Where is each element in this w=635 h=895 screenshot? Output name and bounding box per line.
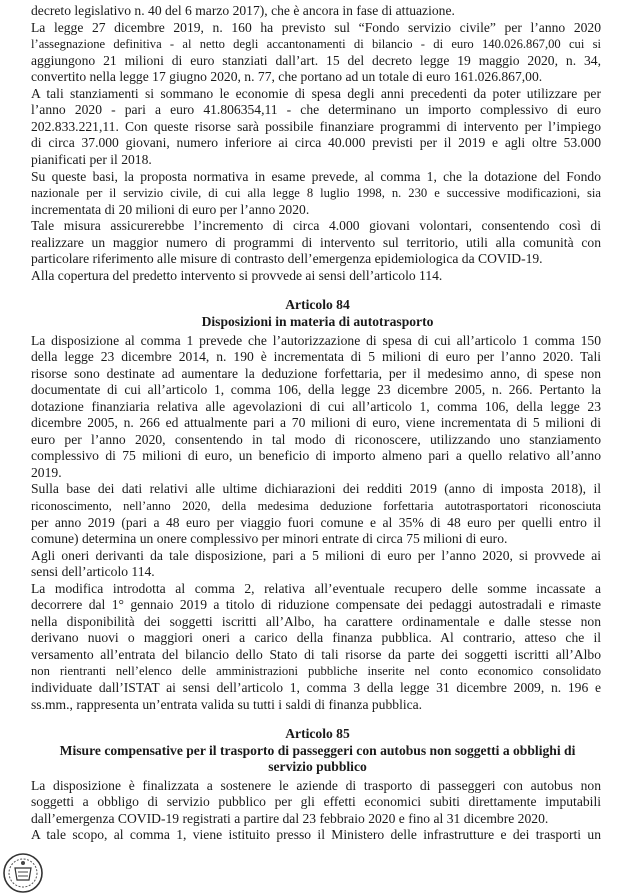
- paragraph-line: riconoscimento, nell’anno 2020, della medesima deduzione forfettaria autotrasportatori riconosciuta: [31, 499, 601, 513]
- paragraph-line: soggetti a obbligo di servizio pubblico per gli effetti economici subiti direttamente imputabili: [31, 794, 601, 810]
- official-stamp-icon: [2, 852, 44, 894]
- paragraph-line: l’anno 2020 - pari a euro 41.806354,11 - che determinano un importo complessivo di euro: [31, 102, 601, 118]
- paragraph-line: della legge 23 dicembre 2014, n. 190 è incrementata di 5 milioni di euro per l’anno 2020. Tali: [31, 349, 601, 364]
- paragraph-line: per anno 2019 (pari a 48 euro per viaggio fuori comune e al 35% di 48 euro per quelli entro il: [31, 514, 601, 530]
- section-heading: Disposizioni in materia di autotrasporto: [201, 313, 434, 329]
- paragraph-line: complessivo di 75 milioni di euro, un beneficio di importo almeno pari a quello relativo all’anno: [31, 448, 601, 464]
- paragraph-line: decreto legislativo n. 40 del 6 marzo 2017), che è ancora in fase di attuazione.: [31, 3, 455, 18]
- paragraph-line: incrementata di 20 milioni di euro per l’anno 2020.: [31, 201, 310, 217]
- paragraph-line: individuate dall’ISTAT ai sensi dell’articolo 1, comma 3 della legge 31 dicembre 2009, n. 196 e: [31, 680, 601, 695]
- paragraph-line: ss.mm., rappresenta un’entrata valida su tutti i saldi di finanza pubblica.: [31, 696, 423, 712]
- paragraph-line: documentate di cui all’articolo 1, comma 106, della legge 23 dicembre 2005, n. 266. Pertanto la: [31, 382, 601, 398]
- section-heading: Articolo 85: [285, 726, 350, 742]
- paragraph-line: nazionale per il servizio civile, di cui alla legge 8 luglio 1998, n. 230 e successive modificazioni, sia: [31, 186, 601, 201]
- section-heading: Articolo 84: [285, 297, 350, 313]
- paragraph-line: di circa 37.000 giovani, numero inferiore ai circa 40.000 previsti per il 2019 e agli oltre 53.000: [31, 135, 601, 151]
- section-heading: Misure compensative per il trasporto di passeggeri con autobus non soggetti a obblighi di: [59, 742, 576, 758]
- paragraph-line: La disposizione al comma 1 prevede che l’autorizzazione di spesa di cui all’articolo 1 comma 150: [31, 332, 601, 348]
- paragraph-line: dall’emergenza COVID-19 registrati a partire dal 23 febbraio 2020 e fino al 31 dicembre 2020.: [31, 810, 549, 826]
- paragraph-line: aggiungono 21 milioni di euro stanziati dall’art. 15 del decreto legge 19 maggio 2020, n. 34,: [31, 52, 601, 68]
- paragraph-line: pianificati per il 2018.: [31, 152, 152, 167]
- section-heading: servizio pubblico: [268, 759, 367, 775]
- paragraph-line: risorse sono destinate ad aumentare la deduzione forfettaria, per il medesimo anno, di spese non: [31, 365, 601, 381]
- paragraph-line: A tali stanziamenti si sommano le economie di spesa degli anni precedenti da poter utilizzare per: [31, 85, 601, 101]
- paragraph-line: Alla copertura del predetto intervento si provvede ai sensi dell’articolo 114.: [31, 267, 443, 283]
- paragraph-line: Tale misura assicurerebbe l’incremento di circa 4.000 giovani volontari, consentendo così di: [31, 218, 601, 234]
- paragraph-line: dicembre 2005, n. 266 ed attualmente pari a 70 milioni di euro, viene incrementata di 5 milioni di: [31, 415, 601, 431]
- paragraph-line: A tale scopo, al comma 1, viene istituito presso il Ministero delle infrastrutture e dei trasporti un: [31, 827, 601, 843]
- paragraph-line: particolare riferimento alle misure di contrasto dell’emergenza epidemiologica da COVID-19.: [31, 251, 543, 267]
- paragraph-line: Su queste basi, la proposta normativa in esame prevede, al comma 1, che la dotazione del Fondo: [31, 168, 601, 184]
- paragraph-line: Sulla base dei dati relativi alle ultime dichiarazioni dei redditi 2019 (anno di imposta 2018), il: [31, 481, 601, 497]
- paragraph-line: l’assegnazione definitiva - al netto degli accantonamenti di bilancio - di euro 140.026.867,00 cui si: [31, 37, 601, 52]
- paragraph-line: Agli oneri derivanti da tale disposizione, pari a 5 milioni di euro per l’anno 2020, si provvede ai: [31, 547, 601, 563]
- paragraph-line: dotazione finanziaria relativa alle agevolazioni di cui all’articolo 1, comma 106, della legge 23: [31, 398, 601, 414]
- paragraph-line: La legge 27 dicembre 2019, n. 160 ha previsto sul “Fondo servizio civile” per l’anno 2020: [31, 19, 601, 35]
- paragraph-line: 202.833.221,11. Con queste risorse sarà possibile finanziare programmi di intervento per l’impiego: [31, 118, 601, 134]
- paragraph-line: non rientranti nell’elenco delle amministrazioni pubbliche inserite nel conto economico consolidato: [31, 664, 601, 679]
- paragraph-line: sensi dell’articolo 114.: [31, 564, 155, 580]
- paragraph-line: decorrere dal 1° gennaio 2019 a titolo di riduzione compensate dei pedaggi autostradali e rimaste: [31, 597, 601, 613]
- paragraph-line: realizzare un maggior numero di programmi di intervento sul territorio, utili alla comunità con: [31, 234, 601, 250]
- paragraph-line: La disposizione è finalizzata a sostenere le aziende di trasporto di passeggeri con autobus non: [31, 777, 601, 793]
- paragraph-line: nella disponibilità dei soggetti iscritti all’Albo, ha carattere ordinamentale e dalle stesse non: [31, 613, 601, 629]
- paragraph-line: versamento all’entrata del bilancio dello Stato di tali risorse da parte dei soggetti iscritti all’Albo: [31, 646, 601, 662]
- paragraph-line: derivano nuovi o maggiori oneri a carico della finanza pubblica. Al contrario, atteso che il: [31, 630, 601, 646]
- paragraph-line: euro per l’anno 2020, consentendo in tal modo di riconoscere, utilizzando uno stanziamento: [31, 431, 601, 447]
- paragraph-line: La modifica introdotta al comma 2, relativa all’eventuale recupero delle somme incassate a: [31, 580, 601, 596]
- paragraph-line: 2019.: [31, 464, 62, 480]
- paragraph-line: comune) determina un onere complessivo per minori entrate di circa 75 milioni di euro.: [31, 531, 508, 547]
- paragraph-line: convertito nella legge 17 giugno 2020, n. 77, che portano ad un totale di euro 161.026.867,00.: [31, 69, 543, 85]
